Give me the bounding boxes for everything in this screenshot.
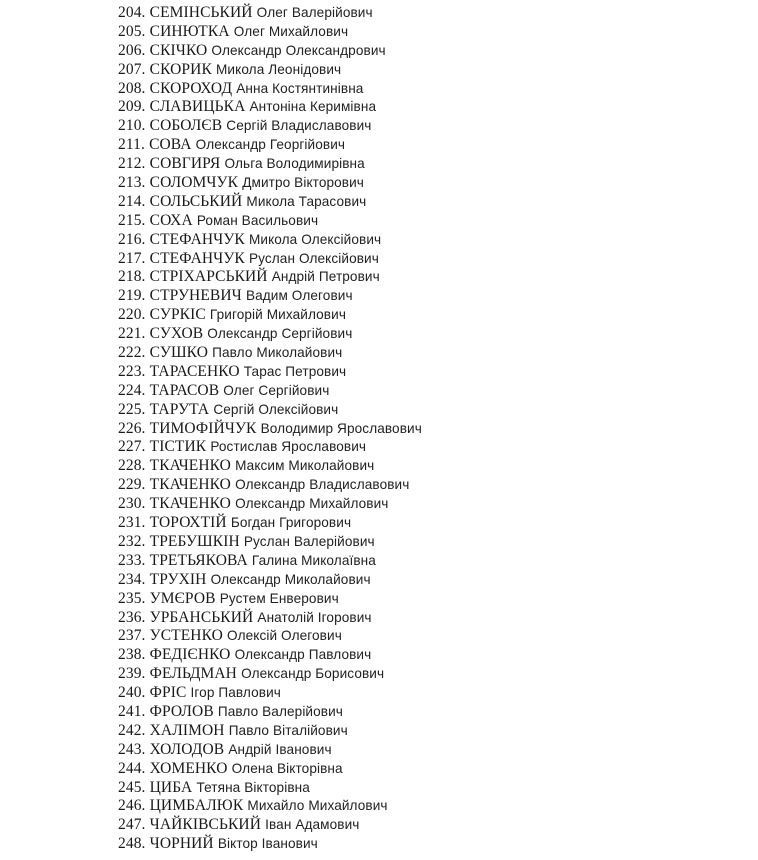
entry-given-names: Олександр Миколайович bbox=[210, 571, 371, 587]
entry-number: 238. bbox=[118, 646, 146, 664]
entry-number: 237. bbox=[118, 627, 146, 645]
entry-given-names: Віктор Іванович bbox=[217, 836, 318, 852]
list-item bbox=[118, 646, 422, 665]
entry-given-names: Володимир Ярославович bbox=[260, 420, 422, 436]
list-item bbox=[118, 23, 422, 42]
entry-given-names: Олег Сергійович bbox=[223, 382, 330, 398]
list-item bbox=[118, 382, 422, 401]
list-item bbox=[118, 665, 422, 684]
entry-surname: СУРКІС bbox=[149, 306, 206, 324]
list-item bbox=[118, 476, 422, 495]
entry-number: 210. bbox=[118, 117, 146, 135]
entry-given-names: Ігор Павлович bbox=[190, 685, 281, 701]
entry-given-names: Олександр Михайлович bbox=[235, 496, 389, 512]
entry-given-names: Максим Миколайович bbox=[235, 458, 375, 474]
entry-number: 218. bbox=[118, 268, 146, 286]
entry-surname: ХОЛОДОВ bbox=[149, 740, 225, 758]
list-item bbox=[118, 514, 422, 533]
entry-given-names: Іван Адамович bbox=[265, 817, 360, 833]
entry-given-names: Анна Костянтинівна bbox=[236, 80, 364, 96]
entry-given-names: Павло Валерійович bbox=[217, 703, 343, 719]
list-item bbox=[118, 495, 422, 514]
entry-number: 239. bbox=[118, 665, 146, 683]
list-item bbox=[118, 722, 422, 741]
entry-number: 248. bbox=[118, 835, 146, 853]
entry-surname: ЦИМБАЛЮК bbox=[149, 797, 244, 815]
entry-number: 242. bbox=[118, 721, 146, 739]
entry-surname: ФЕЛЬДМАН bbox=[149, 665, 237, 683]
entry-surname: СТЕФАНЧУК bbox=[149, 230, 245, 248]
list-item bbox=[118, 627, 422, 646]
entry-given-names: Олександр Владиславович bbox=[235, 477, 410, 493]
entry-surname: ФРІС bbox=[149, 684, 187, 702]
list-item bbox=[118, 363, 422, 382]
list-item bbox=[118, 61, 422, 80]
list-item bbox=[118, 590, 422, 609]
entry-surname: ТРУХІН bbox=[149, 570, 207, 588]
entry-given-names: Микола Тарасович bbox=[246, 193, 367, 209]
entry-given-names: Григорій Михайлович bbox=[209, 307, 346, 323]
entry-number: 246. bbox=[118, 797, 146, 815]
entry-surname: СКОРИК bbox=[149, 60, 212, 78]
list-item bbox=[118, 552, 422, 571]
entry-surname: СЛАВИЦЬКА bbox=[149, 98, 246, 116]
list-item bbox=[118, 306, 422, 325]
entry-surname: ТОРОХТІЙ bbox=[149, 514, 227, 532]
entry-surname: СУХОВ bbox=[149, 325, 204, 343]
list-item bbox=[118, 287, 422, 306]
list-item bbox=[118, 401, 422, 420]
entry-surname: ТАРАСЕНКО bbox=[149, 362, 240, 380]
entry-number: 219. bbox=[118, 287, 146, 305]
entry-given-names: Олександр Борисович bbox=[241, 666, 385, 682]
list-item bbox=[118, 174, 422, 193]
entry-given-names: Олена Вікторівна bbox=[231, 760, 343, 776]
list-item bbox=[118, 835, 422, 854]
entry-surname: СТРУНЕВИЧ bbox=[149, 287, 242, 305]
entry-number: 212. bbox=[118, 155, 146, 173]
entry-number: 223. bbox=[118, 362, 146, 380]
entry-number: 245. bbox=[118, 778, 146, 796]
entry-given-names: Тетяна Вікторівна bbox=[196, 779, 310, 795]
entry-number: 227. bbox=[118, 438, 146, 456]
entry-surname: СОБОЛЄВ bbox=[149, 117, 223, 135]
list-item bbox=[118, 438, 422, 457]
entry-given-names: Павло Віталійович bbox=[228, 722, 348, 738]
entry-surname: ТКАЧЕНКО bbox=[149, 495, 231, 513]
entry-surname: ТАРАСОВ bbox=[149, 381, 220, 399]
entry-surname: ХАЛІМОН bbox=[149, 721, 225, 739]
entry-number: 241. bbox=[118, 702, 146, 720]
entry-given-names: Олег Валерійович bbox=[256, 5, 373, 20]
entry-surname: СТРІХАРСЬКИЙ bbox=[149, 268, 268, 286]
entry-surname: ЧОРНИЙ bbox=[149, 835, 214, 853]
entry-given-names: Михайло Михайлович bbox=[247, 798, 388, 814]
list-item bbox=[118, 684, 422, 703]
entry-number: 230. bbox=[118, 495, 146, 513]
entry-number: 215. bbox=[118, 211, 146, 229]
entry-number: 232. bbox=[118, 532, 146, 550]
entry-given-names: Роман Васильович bbox=[196, 212, 319, 228]
entry-surname: СЕМІНСЬКИЙ bbox=[149, 4, 253, 21]
entry-number: 204. bbox=[118, 4, 146, 21]
list-item bbox=[118, 741, 422, 760]
entry-surname: УСТЕНКО bbox=[149, 627, 223, 645]
entry-surname: СКОРОХОД bbox=[149, 79, 233, 97]
entry-given-names: Сергій Владиславович bbox=[226, 118, 372, 134]
list-item bbox=[118, 268, 422, 287]
entry-given-names: Андрій Іванович bbox=[228, 741, 332, 757]
list-item bbox=[118, 325, 422, 344]
entry-number: 221. bbox=[118, 325, 146, 343]
list-item bbox=[118, 609, 422, 628]
entry-given-names: Ольга Володимирівна bbox=[224, 156, 365, 172]
entry-given-names: Галина Миколаївна bbox=[251, 552, 376, 568]
entry-number: 206. bbox=[118, 41, 146, 59]
entry-number: 222. bbox=[118, 344, 146, 362]
entry-number: 205. bbox=[118, 22, 146, 40]
entry-number: 213. bbox=[118, 174, 146, 192]
list-item bbox=[118, 193, 422, 212]
entry-given-names: Антоніна Керимівна bbox=[249, 99, 377, 115]
entry-number: 226. bbox=[118, 419, 146, 437]
entry-given-names: Олександр Сергійович bbox=[207, 326, 353, 342]
entry-number: 229. bbox=[118, 476, 146, 494]
entry-number: 233. bbox=[118, 551, 146, 569]
list-item bbox=[118, 816, 422, 835]
list-item bbox=[118, 80, 422, 99]
entry-given-names: Микола Олексійович bbox=[248, 231, 382, 247]
list-item bbox=[118, 98, 422, 117]
entry-given-names: Анатолій Ігорович bbox=[257, 609, 372, 625]
entry-number: 225. bbox=[118, 400, 146, 418]
entry-surname: УРБАНСЬКИЙ bbox=[149, 608, 254, 626]
entry-surname: ЧАЙКІВСЬКИЙ bbox=[149, 816, 262, 834]
list-item bbox=[118, 797, 422, 816]
entry-surname: СОЛОМЧУК bbox=[149, 174, 239, 192]
entry-surname: ТКАЧЕНКО bbox=[149, 476, 231, 494]
entry-surname: ТРЕБУШКІН bbox=[149, 532, 240, 550]
entry-surname: ТАРУТА bbox=[149, 400, 210, 418]
entry-given-names: Богдан Григорович bbox=[230, 515, 352, 531]
entry-surname: ТРЕТЬЯКОВА bbox=[149, 551, 248, 569]
deputy-name-list bbox=[118, 4, 422, 854]
list-item bbox=[118, 250, 422, 269]
entry-surname: УМЄРОВ bbox=[149, 589, 216, 607]
entry-given-names: Олег Михайлович bbox=[233, 23, 349, 39]
entry-given-names: Рустем Енверович bbox=[219, 590, 339, 606]
entry-surname: ФЕДІЄНКО bbox=[149, 646, 231, 664]
list-item bbox=[118, 779, 422, 798]
list-item bbox=[118, 212, 422, 231]
entry-surname: СИНЮТКА bbox=[149, 22, 230, 40]
entry-number: 236. bbox=[118, 608, 146, 626]
entry-number: 234. bbox=[118, 570, 146, 588]
entry-given-names: Олександр Георгійович bbox=[195, 137, 346, 153]
entry-number: 235. bbox=[118, 589, 146, 607]
entry-given-names: Олексій Олегович bbox=[227, 628, 342, 644]
entry-number: 240. bbox=[118, 684, 146, 702]
list-item bbox=[118, 42, 422, 61]
entry-number: 216. bbox=[118, 230, 146, 248]
entry-given-names: Вадим Олегович bbox=[245, 288, 353, 304]
entry-given-names: Павло Миколайович bbox=[212, 345, 343, 361]
list-item bbox=[118, 231, 422, 250]
list-item bbox=[118, 571, 422, 590]
entry-given-names: Микола Леонідович bbox=[216, 61, 342, 77]
entry-surname: ФРОЛОВ bbox=[149, 702, 214, 720]
list-item bbox=[118, 344, 422, 363]
entry-surname: ЦИБА bbox=[149, 778, 193, 796]
list-item bbox=[118, 136, 422, 155]
list-item bbox=[118, 760, 422, 779]
entry-number: 243. bbox=[118, 740, 146, 758]
entry-surname: СОВА bbox=[149, 136, 192, 154]
entry-given-names: Олександр Олександрович bbox=[211, 42, 386, 58]
entry-surname: ТИМОФІЙЧУК bbox=[149, 419, 257, 437]
entry-number: 247. bbox=[118, 816, 146, 834]
list-item bbox=[118, 703, 422, 722]
entry-given-names: Руслан Олексійович bbox=[248, 250, 379, 266]
list-item bbox=[118, 117, 422, 136]
entry-given-names: Олександр Павлович bbox=[234, 647, 372, 663]
entry-given-names: Тарас Петрович bbox=[243, 363, 347, 379]
entry-number: 211. bbox=[118, 136, 145, 154]
entry-surname: ТКАЧЕНКО bbox=[149, 457, 231, 475]
entry-number: 228. bbox=[118, 457, 146, 475]
entry-number: 214. bbox=[118, 192, 146, 210]
entry-number: 209. bbox=[118, 98, 146, 116]
list-item bbox=[118, 420, 422, 439]
entry-number: 217. bbox=[118, 249, 146, 267]
list-item bbox=[118, 457, 422, 476]
entry-surname: ТІСТИК bbox=[149, 438, 207, 456]
entry-surname: СТЕФАНЧУК bbox=[149, 249, 245, 267]
entry-given-names: Дмитро Вікторович bbox=[242, 175, 364, 191]
entry-number: 208. bbox=[118, 79, 146, 97]
entry-given-names: Руслан Валерійович bbox=[243, 533, 375, 549]
entry-given-names: Ростислав Ярославович bbox=[210, 439, 367, 455]
entry-number: 207. bbox=[118, 60, 146, 78]
entry-surname: СУШКО bbox=[149, 344, 209, 362]
entry-surname: СОВГИРЯ bbox=[149, 155, 221, 173]
entry-surname: СОХА bbox=[149, 211, 193, 229]
entry-number: 231. bbox=[118, 514, 146, 532]
entry-surname: СОЛЬСЬКИЙ bbox=[149, 192, 243, 210]
entry-given-names: Сергій Олексійович bbox=[213, 401, 339, 417]
list-item bbox=[118, 4, 422, 23]
entry-surname: СКІЧКО bbox=[149, 41, 208, 59]
entry-number: 224. bbox=[118, 381, 146, 399]
entry-number: 244. bbox=[118, 759, 146, 777]
entry-number: 220. bbox=[118, 306, 146, 324]
entry-surname: ХОМЕНКО bbox=[149, 759, 228, 777]
entry-given-names: Андрій Петрович bbox=[271, 269, 380, 285]
list-item bbox=[118, 533, 422, 552]
list-item bbox=[118, 155, 422, 174]
